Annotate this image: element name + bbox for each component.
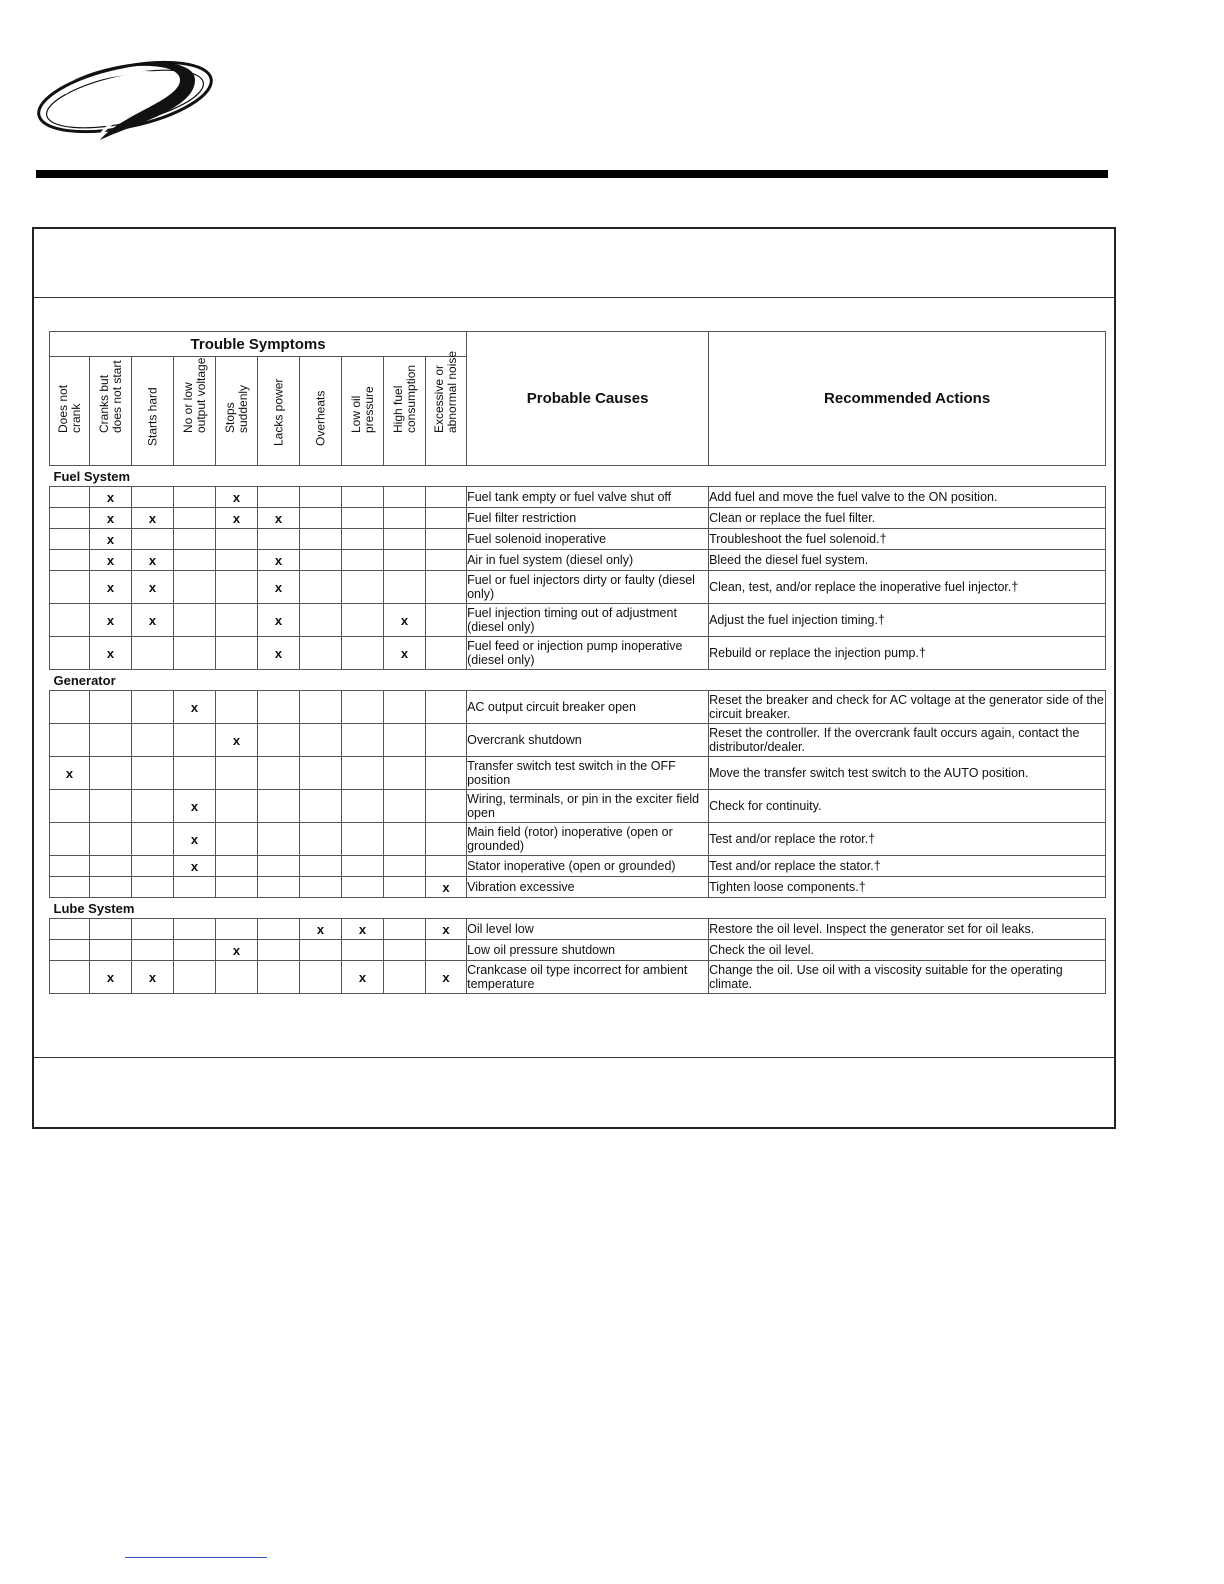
- table-row: [50, 790, 1106, 823]
- recommended-actions-header: Recommended Actions: [709, 332, 1106, 466]
- recommended-action-cell: Troubleshoot the fuel solenoid.†: [709, 529, 1106, 550]
- symptom-header: [426, 350, 467, 466]
- probable-cause-cell: Fuel injection timing out of adjustment (diesel only): [467, 604, 709, 637]
- symptom-mark: x: [258, 637, 300, 670]
- section-row: [50, 898, 1106, 919]
- symptom-mark: [174, 637, 216, 670]
- symptom-mark: [216, 961, 258, 994]
- symptom-mark: x: [132, 550, 174, 571]
- symptom-mark: [384, 823, 426, 856]
- recommended-action-cell: Reset the controller. If the overcrank fault occurs again, contact the distributor/dealer.: [709, 724, 1106, 757]
- symptom-mark: [300, 691, 342, 724]
- symptom-mark: [216, 823, 258, 856]
- table-row: [50, 604, 1106, 637]
- symptom-header: [300, 357, 342, 466]
- symptom-mark: x: [90, 961, 132, 994]
- table-row: [50, 550, 1106, 571]
- table-row: [50, 637, 1106, 670]
- symptom-mark: [216, 604, 258, 637]
- probable-cause-cell: Stator inoperative (open or grounded): [467, 856, 709, 877]
- symptom-mark: [50, 823, 90, 856]
- symptom-mark: x: [174, 823, 216, 856]
- symptom-mark: [50, 550, 90, 571]
- symptom-mark: [216, 529, 258, 550]
- symptom-label: [392, 365, 418, 433]
- table-row: [50, 508, 1106, 529]
- symptom-label-line: Does not: [55, 384, 70, 433]
- recommended-action-cell: Rebuild or replace the injection pump.†: [709, 637, 1106, 670]
- symptom-mark: x: [258, 550, 300, 571]
- symptom-mark: x: [90, 550, 132, 571]
- section-title: Generator: [50, 670, 1106, 691]
- symptom-mark: [174, 919, 216, 940]
- symptom-mark: [300, 550, 342, 571]
- probable-cause-cell: Crankcase oil type incorrect for ambient temperature: [467, 961, 709, 994]
- symptom-mark: x: [258, 571, 300, 604]
- symptom-mark: [342, 940, 384, 961]
- symptom-mark: [174, 877, 216, 898]
- symptom-mark: [384, 940, 426, 961]
- header-rule: [36, 170, 1108, 178]
- symptom-mark: [132, 724, 174, 757]
- symptom-label: [182, 358, 208, 433]
- symptom-mark: [90, 724, 132, 757]
- symptom-mark: [216, 757, 258, 790]
- symptom-label-line: Lacks power: [271, 378, 285, 446]
- symptom-mark: [300, 571, 342, 604]
- symptom-header: [342, 357, 384, 466]
- symptom-mark: [50, 508, 90, 529]
- symptom-mark: [384, 487, 426, 508]
- symptom-mark: [216, 550, 258, 571]
- symptom-mark: [426, 604, 467, 637]
- symptom-mark: [50, 961, 90, 994]
- symptom-mark: x: [132, 961, 174, 994]
- symptom-mark: [132, 823, 174, 856]
- section-row: [50, 466, 1106, 487]
- table-header: [50, 332, 1106, 466]
- symptom-label-line: Excessive or: [432, 364, 447, 433]
- probable-cause-cell: Fuel tank empty or fuel valve shut off: [467, 487, 709, 508]
- symptom-label-line: consumption: [403, 364, 418, 433]
- troubleshooting-table: [49, 331, 1106, 994]
- symptom-mark: [90, 823, 132, 856]
- symptom-mark: x: [216, 724, 258, 757]
- symptom-label: [98, 360, 124, 433]
- recommended-action-cell: Clean, test, and/or replace the inoperative fuel injector.†: [709, 571, 1106, 604]
- symptom-mark: x: [342, 919, 384, 940]
- probable-cause-cell: Fuel feed or injection pump inoperative (diesel only): [467, 637, 709, 670]
- symptom-header: [258, 357, 300, 466]
- symptom-mark: [50, 571, 90, 604]
- symptom-header: [384, 357, 426, 466]
- symptom-mark: x: [426, 877, 467, 898]
- symptom-mark: [90, 790, 132, 823]
- symptom-mark: x: [384, 637, 426, 670]
- section-title: Lube System: [50, 898, 1106, 919]
- symptom-mark: [300, 487, 342, 508]
- symptom-mark: x: [174, 856, 216, 877]
- probable-causes-header: Probable Causes: [467, 332, 709, 466]
- troubleshooting-table-scan: [49, 331, 1105, 1021]
- symptom-header: [50, 357, 90, 466]
- probable-cause-cell: Vibration excessive: [467, 877, 709, 898]
- symptom-mark: [342, 487, 384, 508]
- symptom-mark: [342, 604, 384, 637]
- symptom-mark: [50, 724, 90, 757]
- table-row: [50, 757, 1106, 790]
- symptom-mark: [50, 919, 90, 940]
- symptom-mark: [384, 724, 426, 757]
- symptom-mark: x: [258, 508, 300, 529]
- symptom-label-line: No or low: [180, 382, 195, 433]
- symptom-mark: [342, 529, 384, 550]
- symptom-mark: [132, 757, 174, 790]
- symptom-mark: [342, 637, 384, 670]
- symptom-mark: [300, 637, 342, 670]
- symptom-mark: x: [50, 757, 90, 790]
- symptom-mark: [132, 790, 174, 823]
- symptom-mark: x: [90, 604, 132, 637]
- table-row: [50, 487, 1106, 508]
- symptom-mark: [258, 724, 300, 757]
- probable-cause-cell: Oil level low: [467, 919, 709, 940]
- symptom-mark: [90, 757, 132, 790]
- recommended-action-cell: Move the transfer switch test switch to the AUTO position.: [709, 757, 1106, 790]
- symptom-mark: [174, 940, 216, 961]
- symptom-mark: [216, 919, 258, 940]
- symptom-mark: [50, 790, 90, 823]
- symptom-mark: [426, 550, 467, 571]
- table-row: [50, 529, 1106, 550]
- symptom-mark: [132, 487, 174, 508]
- recommended-action-cell: Clean or replace the fuel filter.: [709, 508, 1106, 529]
- table-row: [50, 961, 1106, 994]
- symptom-mark: [174, 550, 216, 571]
- recommended-action-cell: Adjust the fuel injection timing.†: [709, 604, 1106, 637]
- symptom-mark: x: [132, 604, 174, 637]
- symptom-header: [132, 357, 174, 466]
- symptom-mark: [50, 856, 90, 877]
- symptom-mark: x: [426, 961, 467, 994]
- symptom-mark: [426, 571, 467, 604]
- symptom-mark: [300, 940, 342, 961]
- symptom-mark: [384, 529, 426, 550]
- symptom-mark: [216, 637, 258, 670]
- symptom-mark: x: [426, 919, 467, 940]
- symptom-label-line: suddenly: [235, 384, 250, 433]
- symptom-mark: [132, 919, 174, 940]
- table-body: [50, 466, 1106, 994]
- symptom-label: [314, 391, 327, 446]
- symptom-label-line: output voltage: [193, 357, 208, 433]
- symptom-header: [174, 357, 216, 466]
- recommended-action-cell: Change the oil. Use oil with a viscosity suitable for the operating climate.: [709, 961, 1106, 994]
- symptom-mark: [258, 877, 300, 898]
- symptom-mark: [300, 877, 342, 898]
- symptom-mark: [258, 823, 300, 856]
- symptom-mark: [342, 508, 384, 529]
- symptom-mark: [384, 961, 426, 994]
- symptom-mark: [342, 823, 384, 856]
- table-row: [50, 877, 1106, 898]
- table-row: [50, 823, 1106, 856]
- trouble-symptoms-header: Trouble Symptoms: [50, 332, 467, 357]
- symptom-label-line: Stops: [222, 402, 237, 433]
- symptom-label: [57, 385, 83, 433]
- symptom-mark: [216, 877, 258, 898]
- symptom-label: [224, 385, 250, 433]
- symptom-header: [216, 357, 258, 466]
- symptom-mark: [174, 961, 216, 994]
- recommended-action-cell: Add fuel and move the fuel valve to the ON position.: [709, 487, 1106, 508]
- symptom-mark: [132, 637, 174, 670]
- symptom-mark: [216, 571, 258, 604]
- symptom-mark: [50, 691, 90, 724]
- symptom-mark: [258, 757, 300, 790]
- table-row: [50, 691, 1106, 724]
- symptom-mark: [426, 529, 467, 550]
- symptom-mark: [384, 919, 426, 940]
- footer-link-underline[interactable]: [125, 1557, 267, 1558]
- symptom-mark: x: [216, 940, 258, 961]
- symptom-mark: [342, 571, 384, 604]
- probable-cause-cell: Transfer switch test switch in the OFF position: [467, 757, 709, 790]
- symptom-mark: x: [216, 508, 258, 529]
- symptom-mark: [426, 724, 467, 757]
- symptom-mark: [300, 604, 342, 637]
- probable-cause-cell: Air in fuel system (diesel only): [467, 550, 709, 571]
- table-row: [50, 919, 1106, 940]
- symptom-mark: [426, 823, 467, 856]
- symptom-mark: x: [132, 571, 174, 604]
- probable-cause-cell: Main field (rotor) inoperative (open or grounded): [467, 823, 709, 856]
- symptom-mark: [216, 691, 258, 724]
- probable-cause-cell: Fuel filter restriction: [467, 508, 709, 529]
- symptom-mark: [174, 529, 216, 550]
- symptom-mark: x: [132, 508, 174, 529]
- symptom-mark: x: [90, 529, 132, 550]
- symptom-mark: [300, 757, 342, 790]
- symptom-mark: [174, 604, 216, 637]
- symptom-mark: [132, 877, 174, 898]
- symptom-mark: [384, 691, 426, 724]
- section-title: Fuel System: [50, 466, 1106, 487]
- symptom-mark: [258, 940, 300, 961]
- symptom-mark: [342, 757, 384, 790]
- brand-logo: [30, 55, 220, 145]
- symptom-mark: [300, 529, 342, 550]
- symptom-mark: x: [258, 604, 300, 637]
- symptom-mark: [132, 940, 174, 961]
- symptom-mark: [384, 508, 426, 529]
- symptom-label: [146, 387, 159, 446]
- symptom-mark: [174, 508, 216, 529]
- symptom-mark: [426, 856, 467, 877]
- symptom-label-line: does not start: [109, 360, 124, 433]
- symptom-mark: [258, 919, 300, 940]
- symptom-mark: [258, 487, 300, 508]
- symptom-mark: [300, 508, 342, 529]
- symptom-mark: [384, 790, 426, 823]
- table-row: [50, 856, 1106, 877]
- symptom-mark: [90, 940, 132, 961]
- symptom-label-line: crank: [68, 403, 83, 433]
- section-row: [50, 670, 1106, 691]
- symptom-mark: [384, 550, 426, 571]
- symptom-mark: [426, 940, 467, 961]
- probable-cause-cell: Fuel or fuel injectors dirty or faulty (diesel only): [467, 571, 709, 604]
- symptom-mark: [426, 757, 467, 790]
- symptom-mark: [50, 940, 90, 961]
- symptom-label-line: Starts hard: [145, 387, 159, 446]
- symptom-mark: x: [384, 604, 426, 637]
- symptom-mark: x: [174, 691, 216, 724]
- symptom-mark: [426, 691, 467, 724]
- symptom-mark: [300, 856, 342, 877]
- symptom-mark: [342, 724, 384, 757]
- content-frame: [32, 227, 1116, 1129]
- symptom-mark: [90, 919, 132, 940]
- symptom-mark: [342, 856, 384, 877]
- probable-cause-cell: AC output circuit breaker open: [467, 691, 709, 724]
- symptom-mark: x: [90, 487, 132, 508]
- symptom-mark: [90, 877, 132, 898]
- symptom-mark: [426, 487, 467, 508]
- symptom-mark: [258, 961, 300, 994]
- table-row: [50, 724, 1106, 757]
- recommended-action-cell: Reset the breaker and check for AC voltage at the generator side of the circuit breaker.: [709, 691, 1106, 724]
- symptom-label-line: Low oil: [348, 395, 363, 433]
- symptom-mark: [132, 856, 174, 877]
- symptom-mark: [384, 571, 426, 604]
- table-row: [50, 571, 1106, 604]
- symptom-mark: [300, 961, 342, 994]
- symptom-mark: [50, 529, 90, 550]
- recommended-action-cell: Check the oil level.: [709, 940, 1106, 961]
- probable-cause-cell: Overcrank shutdown: [467, 724, 709, 757]
- symptom-mark: x: [216, 487, 258, 508]
- symptom-mark: [300, 790, 342, 823]
- symptom-mark: [50, 637, 90, 670]
- symptom-mark: [132, 529, 174, 550]
- symptom-mark: x: [174, 790, 216, 823]
- probable-cause-cell: Wiring, terminals, or pin in the exciter field open: [467, 790, 709, 823]
- symptom-mark: [384, 877, 426, 898]
- symptom-mark: x: [300, 919, 342, 940]
- symptom-mark: [50, 877, 90, 898]
- table-row: [50, 940, 1106, 961]
- symptom-mark: [342, 550, 384, 571]
- symptom-mark: x: [90, 637, 132, 670]
- symptom-mark: [216, 790, 258, 823]
- symptom-mark: [300, 823, 342, 856]
- symptom-label-line: abnormal noise: [445, 350, 460, 433]
- symptom-mark: [258, 691, 300, 724]
- symptom-mark: [50, 487, 90, 508]
- symptom-mark: [174, 571, 216, 604]
- symptom-mark: [342, 790, 384, 823]
- symptom-label-line: Overheats: [313, 390, 327, 446]
- probable-cause-cell: Fuel solenoid inoperative: [467, 529, 709, 550]
- symptom-mark: [300, 724, 342, 757]
- symptom-mark: [258, 529, 300, 550]
- symptom-label: [272, 379, 285, 446]
- symptom-mark: [50, 604, 90, 637]
- symptom-mark: [384, 856, 426, 877]
- recommended-action-cell: Check for continuity.: [709, 790, 1106, 823]
- symptom-mark: [216, 856, 258, 877]
- symptom-label-line: pressure: [361, 386, 376, 433]
- frame-divider-top: [34, 297, 1114, 298]
- recommended-action-cell: Restore the oil level. Inspect the generator set for oil leaks.: [709, 919, 1106, 940]
- recommended-action-cell: Bleed the diesel fuel system.: [709, 550, 1106, 571]
- symptom-label: [350, 386, 376, 433]
- symptom-mark: [174, 724, 216, 757]
- recommended-action-cell: Test and/or replace the stator.†: [709, 856, 1106, 877]
- symptom-mark: [342, 691, 384, 724]
- symptom-mark: [132, 691, 174, 724]
- symptom-mark: [426, 508, 467, 529]
- symptom-mark: x: [342, 961, 384, 994]
- symptom-label-line: Cranks but: [96, 374, 111, 433]
- symptom-mark: [174, 757, 216, 790]
- symptom-mark: [342, 877, 384, 898]
- symptom-mark: x: [90, 571, 132, 604]
- symptom-header: [90, 357, 132, 466]
- recommended-action-cell: Test and/or replace the rotor.†: [709, 823, 1106, 856]
- probable-cause-cell: Low oil pressure shutdown: [467, 940, 709, 961]
- frame-divider-bottom: [34, 1057, 1114, 1058]
- symptom-mark: [384, 757, 426, 790]
- symptom-label-line: High fuel: [390, 385, 405, 433]
- symptom-mark: [90, 856, 132, 877]
- symptom-label: [433, 351, 459, 433]
- symptom-mark: x: [90, 508, 132, 529]
- symptom-mark: [426, 790, 467, 823]
- symptom-mark: [90, 691, 132, 724]
- symptom-mark: [174, 487, 216, 508]
- recommended-action-cell: Tighten loose components.†: [709, 877, 1106, 898]
- symptom-mark: [258, 856, 300, 877]
- symptom-mark: [258, 790, 300, 823]
- symptom-mark: [426, 637, 467, 670]
